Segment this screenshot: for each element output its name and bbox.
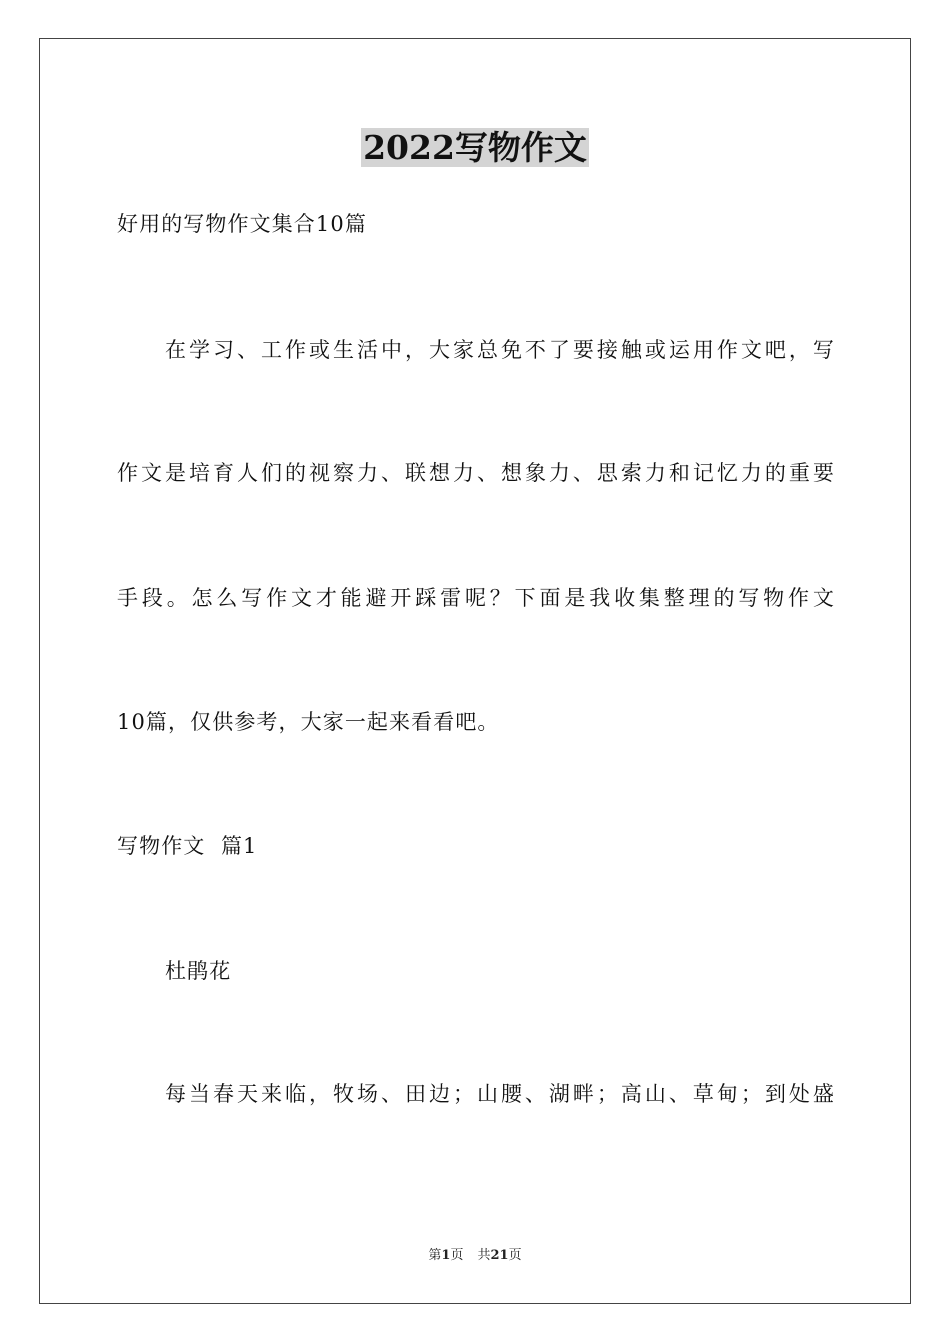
essay-title: 杜鹃花	[165, 959, 232, 983]
document-title	[0, 128, 950, 168]
essay-first-line: 每当春天来临，牧场、田边；山腰、湖畔；高山、草甸；到处盛	[165, 1082, 835, 1106]
intro-line-4: 10篇，仅供参考，大家一起来看看吧。	[117, 710, 500, 734]
document-subtitle: 好用的写物作文集合10篇	[117, 212, 367, 236]
footer-page-total: 21	[490, 1248, 509, 1263]
footer-page-prefix: 第	[428, 1248, 442, 1263]
footer-total-prefix: 共	[477, 1248, 491, 1263]
intro-line-2: 作文是培育人们的视察力、联想力、想象力、思索力和记忆力的重要	[117, 461, 835, 485]
footer-total-unit: 页	[508, 1248, 522, 1263]
document-title-text: 2022写物作文	[363, 128, 587, 167]
footer-page-unit: 页	[450, 1248, 464, 1263]
intro-line-3: 手段。怎么写作文才能避开踩雷呢？下面是我收集整理的写物作文	[117, 586, 835, 610]
intro-line-1: 在学习、工作或生活中，大家总免不了要接触或运用作文吧，写	[165, 338, 835, 362]
page-footer	[0, 1247, 950, 1265]
section-heading: 写物作文 篇1	[117, 834, 258, 858]
footer-page-current: 1	[441, 1248, 451, 1263]
